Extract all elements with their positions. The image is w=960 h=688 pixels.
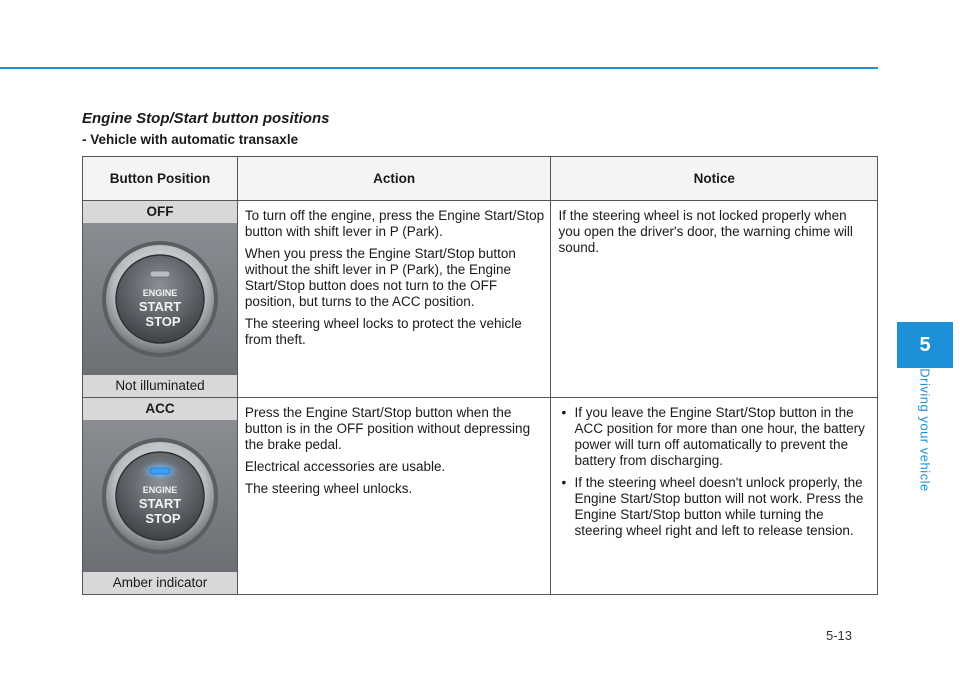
off-indicator [150, 271, 170, 277]
button-text-stop: STOP [145, 314, 181, 329]
action-text: Electrical accessories are usable. [244, 459, 446, 474]
position-label: OFF [83, 201, 237, 223]
chapter-label: Driving your vehicle [917, 368, 933, 492]
button-illustration [83, 420, 237, 572]
section-title: Engine Stop/Start button positions [82, 110, 330, 127]
header-action: Action [237, 157, 551, 201]
button-illustration [83, 223, 237, 375]
bullet-icon: • [561, 475, 567, 490]
header-button-position: Button Position [83, 157, 238, 201]
position-cell [83, 201, 238, 398]
notice-list-item [558, 475, 871, 539]
position-label: ACC [83, 398, 237, 420]
bullet-icon: • [561, 405, 567, 420]
button-text-stop: STOP [145, 511, 181, 526]
action-text: Press the Engine Start/Stop button when the button is in the OFF position without depressing the brake pedal. [244, 405, 531, 452]
button-text-engine: ENGINE [142, 288, 178, 298]
engine-start-stop-button-icon [100, 229, 220, 369]
position-caption: Not illuminated [83, 375, 237, 397]
action-text: The steering wheel locks to protect the vehicle from theft. [244, 316, 522, 347]
button-text-start: START [138, 496, 182, 511]
position-cell [83, 398, 238, 595]
notice-text: If you leave the Engine Start/Stop button in the ACC position for more than one hour, the battery power will turn off automatically to prevent the battery from discharging. [574, 405, 865, 468]
button-text-start: START [138, 299, 182, 314]
page-number: 5-13 [826, 628, 853, 643]
notice-text: If the steering wheel is not locked properly when you open the driver's door, the warning chime will sound. [558, 208, 853, 255]
position-caption: Amber indicator [83, 572, 237, 594]
action-cell [237, 201, 551, 398]
notice-text: If the steering wheel doesn't unlock properly, the Engine Start/Stop button will not work. Press the Engine Start/Stop button while turning the steering wheel right and left to release tension. [574, 475, 864, 538]
engine-start-stop-button-icon [100, 426, 220, 566]
action-cell [237, 398, 551, 595]
action-text: To turn off the engine, press the Engine Start/Stop button with shift lever in P (Park). [244, 208, 545, 239]
subsection-title: - Vehicle with automatic transaxle [82, 132, 299, 147]
action-text: When you press the Engine Start/Stop button without the shift lever in P (Park), the Engine Start/Stop button does not turn to the OFF position, but turns to the ACC position. [244, 246, 516, 309]
button-positions-table [82, 156, 878, 595]
table-header-row [83, 157, 878, 201]
button-text-engine: ENGINE [142, 485, 178, 495]
header-notice: Notice [551, 157, 878, 201]
table-row [83, 201, 878, 398]
notice-list-item [558, 405, 871, 469]
notice-cell [551, 201, 878, 398]
chapter-tab: 5 [897, 322, 953, 368]
table-row [83, 398, 878, 595]
acc-indicator [150, 468, 170, 474]
top-divider [0, 67, 878, 69]
notice-list [558, 405, 871, 539]
action-text: The steering wheel unlocks. [244, 481, 413, 496]
notice-cell [551, 398, 878, 595]
